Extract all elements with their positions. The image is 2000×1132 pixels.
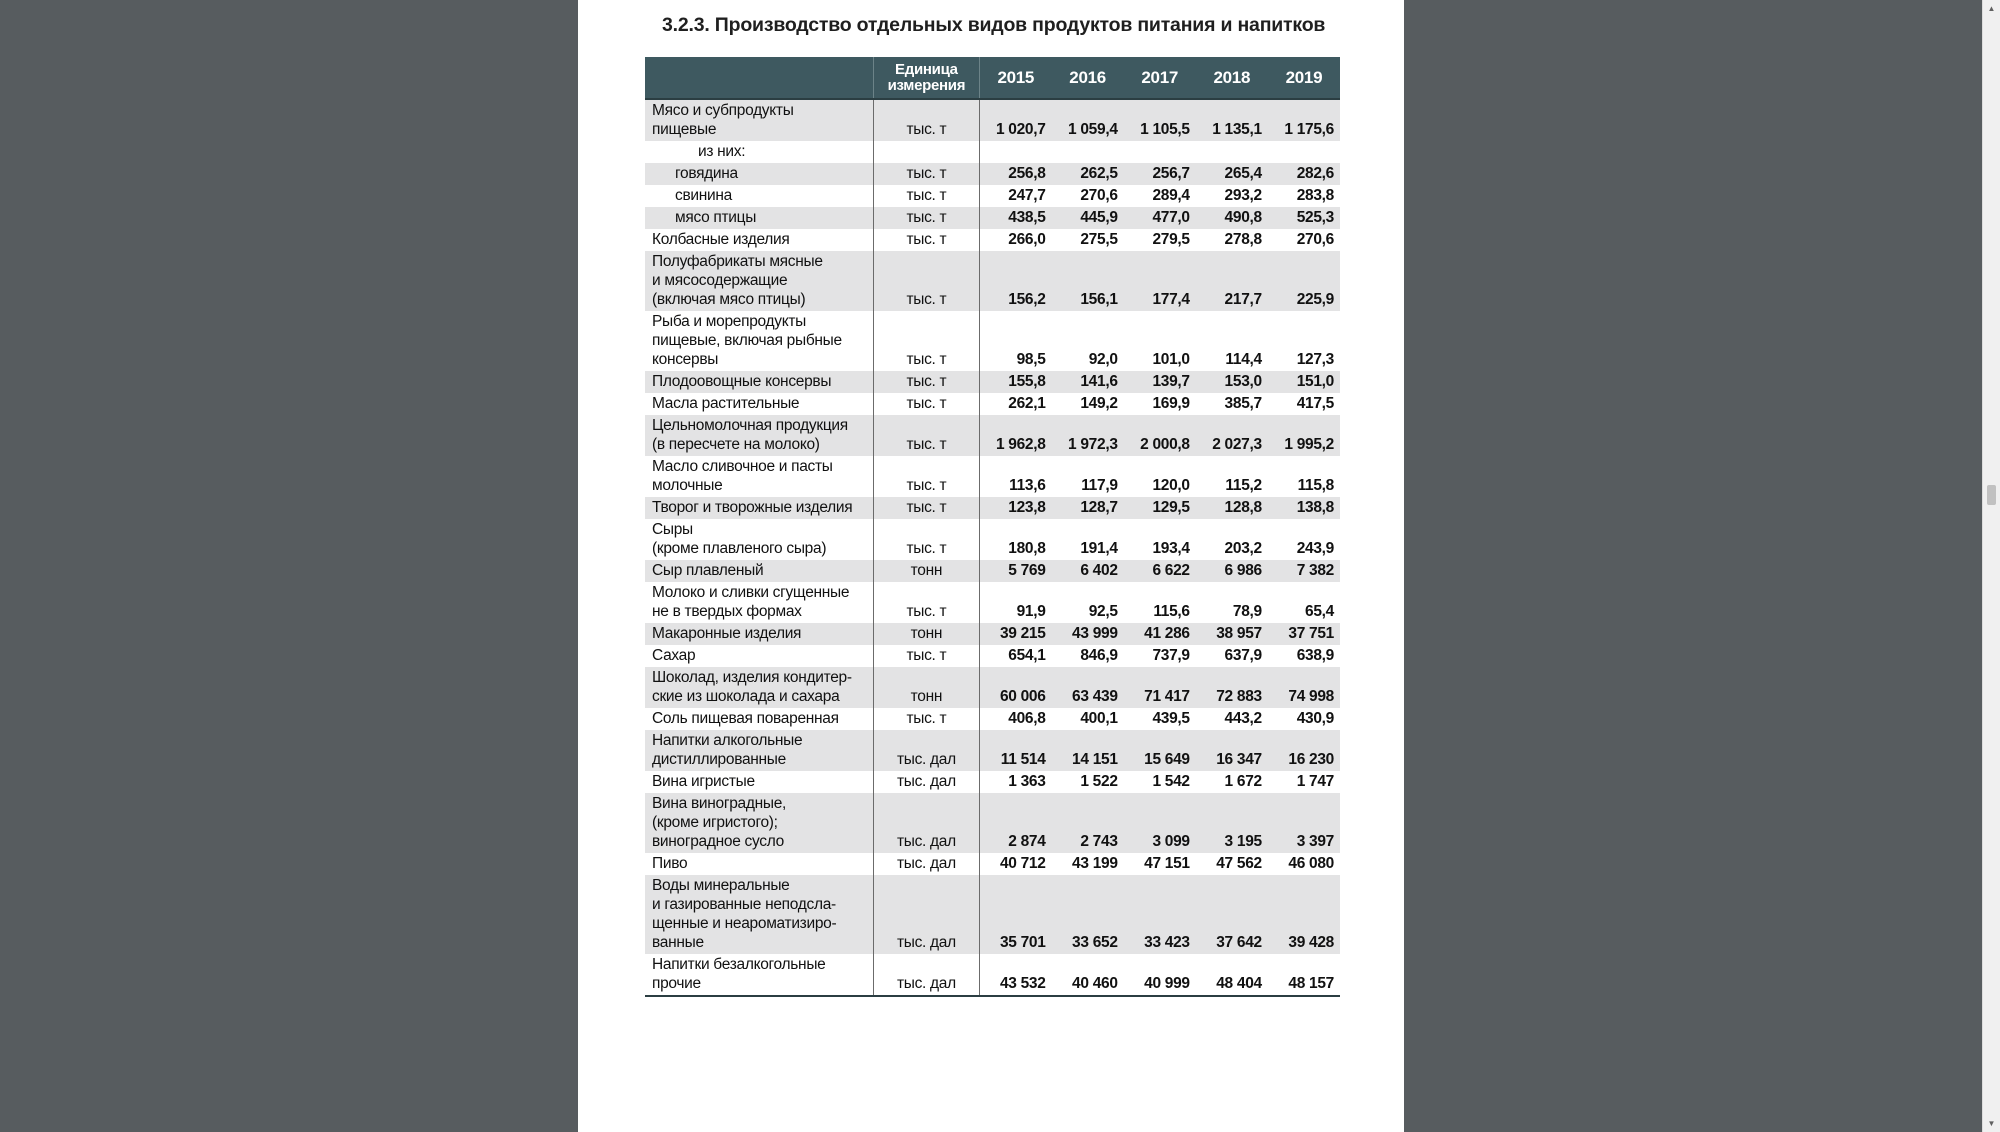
row-value <box>1052 141 1124 163</box>
row-value: 37 642 <box>1196 875 1268 954</box>
row-value: 156,1 <box>1052 251 1124 311</box>
row-name: Вина игристые <box>652 773 755 790</box>
row-value: 737,9 <box>1152 647 1190 664</box>
row-value: 477,0 <box>1124 207 1196 229</box>
row-value: 123,8 <box>979 497 1051 519</box>
table-row <box>645 771 1340 793</box>
row-value: 40 460 <box>1052 954 1124 996</box>
row-unit: тыс. т <box>873 207 979 229</box>
row-value: 156,2 <box>979 251 1051 311</box>
row-value: 114,4 <box>1225 351 1262 368</box>
scroll-up-arrow-icon[interactable]: ▲ <box>1987 4 1996 13</box>
row-value <box>1268 141 1340 163</box>
row-value: 98,5 <box>1016 351 1046 368</box>
table-row <box>645 207 1340 229</box>
row-value: 138,8 <box>1268 497 1340 519</box>
row-value: 278,8 <box>1224 231 1262 248</box>
row-name: Сыры (кроме плавленого сыра) <box>652 521 827 557</box>
row-value: 1 135,1 <box>1196 99 1268 141</box>
row-unit: тыс. т <box>873 393 979 415</box>
row-value: 385,7 <box>1224 395 1262 412</box>
row-name: Сахар <box>652 647 696 664</box>
row-value: 243,9 <box>1296 540 1334 557</box>
row-value: 2 874 <box>979 793 1051 853</box>
row-value: 7 382 <box>1268 560 1340 582</box>
table-row <box>645 185 1340 207</box>
row-value: 92,5 <box>1088 603 1118 620</box>
row-value: 293,2 <box>1224 187 1262 204</box>
row-value: 1 363 <box>1008 773 1046 790</box>
row-value: 35 701 <box>979 875 1051 954</box>
row-value: 65,4 <box>1305 603 1334 620</box>
table-row <box>645 519 1340 560</box>
row-value: 406,8 <box>1008 710 1046 727</box>
row-value: 91,9 <box>1016 603 1046 620</box>
row-name: Мясо и субпродукты пищевые <box>645 99 873 141</box>
document-page <box>578 0 1404 1132</box>
table-row <box>645 645 1340 667</box>
row-value: 1 020,7 <box>979 99 1051 141</box>
row-value: 638,9 <box>1296 647 1334 664</box>
row-value: 153,0 <box>1196 371 1268 393</box>
row-value: 654,1 <box>1008 647 1046 664</box>
row-value: 43 532 <box>979 954 1051 996</box>
row-value: 71 417 <box>1124 667 1196 708</box>
row-value: 33 652 <box>1052 875 1124 954</box>
scrollbar-thumb[interactable] <box>1987 485 1996 505</box>
row-value: 438,5 <box>979 207 1051 229</box>
row-value: 256,8 <box>979 163 1051 185</box>
row-name: Масла растительные <box>652 395 800 412</box>
row-value: 225,9 <box>1268 251 1340 311</box>
row-value: 47 562 <box>1216 855 1262 872</box>
row-value: 270,6 <box>1296 231 1334 248</box>
row-value: 6 402 <box>1052 560 1124 582</box>
row-value: 262,5 <box>1052 163 1124 185</box>
row-value: 490,8 <box>1196 207 1268 229</box>
row-unit: тыс. т <box>873 371 979 393</box>
header-unit <box>873 57 979 99</box>
row-name: Напитки безалкогольные прочие <box>645 954 873 996</box>
row-value: 191,4 <box>1080 540 1118 557</box>
table-row <box>645 954 1340 996</box>
row-unit: тыс. т <box>873 415 979 456</box>
row-name: Вина виноградные, (кроме игристого); виноградное сусло <box>645 793 873 853</box>
table-row <box>645 730 1340 771</box>
row-value: 128,8 <box>1196 497 1268 519</box>
row-value: 14 151 <box>1052 730 1124 771</box>
row-value: 637,9 <box>1224 647 1262 664</box>
row-value: 6 622 <box>1124 560 1196 582</box>
row-name: Сыр плавленый <box>645 560 873 582</box>
row-value: 262,1 <box>1008 395 1046 412</box>
row-unit: тонн <box>873 623 979 645</box>
row-value: 46 080 <box>1288 855 1334 872</box>
row-value: 177,4 <box>1124 251 1196 311</box>
row-value: 3 195 <box>1196 793 1268 853</box>
table-row <box>645 708 1340 730</box>
row-value: 2 027,3 <box>1196 415 1268 456</box>
row-value <box>979 141 1051 163</box>
scroll-down-arrow-icon[interactable]: ▼ <box>1987 1119 1996 1128</box>
row-value: 417,5 <box>1296 395 1334 412</box>
row-unit: тыс. дал <box>873 793 979 853</box>
row-unit: тыс. дал <box>873 954 979 996</box>
row-unit: тыс. т <box>873 163 979 185</box>
table-row <box>645 311 1340 371</box>
row-value: 203,2 <box>1224 540 1262 557</box>
row-value: 6 986 <box>1196 560 1268 582</box>
row-value: 16 347 <box>1196 730 1268 771</box>
row-value: 127,3 <box>1296 351 1334 368</box>
row-value: 1 059,4 <box>1052 99 1124 141</box>
row-value: 1 522 <box>1080 773 1118 790</box>
table-row <box>645 415 1340 456</box>
row-value: 41 286 <box>1124 623 1196 645</box>
row-value: 400,1 <box>1080 710 1118 727</box>
row-value: 115,2 <box>1225 477 1262 494</box>
row-unit <box>873 141 979 163</box>
row-name: Масло сливочное и пасты молочные <box>652 458 833 494</box>
row-value: 289,4 <box>1152 187 1190 204</box>
row-name: Колбасные изделия <box>652 231 790 248</box>
production-table <box>645 57 1340 997</box>
table-row <box>645 497 1340 519</box>
row-value: 275,5 <box>1080 231 1118 248</box>
row-value: 1 972,3 <box>1052 415 1124 456</box>
row-name: Пиво <box>652 855 688 872</box>
row-value: 37 751 <box>1268 623 1340 645</box>
row-value: 283,8 <box>1296 187 1334 204</box>
row-value: 5 769 <box>979 560 1051 582</box>
row-value: 1 995,2 <box>1268 415 1340 456</box>
table-row <box>645 393 1340 415</box>
row-value: 3 099 <box>1124 793 1196 853</box>
table-row <box>645 371 1340 393</box>
row-value: 128,7 <box>1052 497 1124 519</box>
row-value: 101,0 <box>1152 351 1190 368</box>
row-value: 169,9 <box>1152 395 1190 412</box>
row-value: 47 151 <box>1144 855 1190 872</box>
row-value: 72 883 <box>1196 667 1268 708</box>
row-unit: тонн <box>873 667 979 708</box>
table-row <box>645 667 1340 708</box>
row-unit: тыс. т <box>873 497 979 519</box>
row-value: 445,9 <box>1052 207 1124 229</box>
row-unit: тыс. т <box>873 708 979 730</box>
table-row <box>645 163 1340 185</box>
row-value: 39 215 <box>979 623 1051 645</box>
row-value: 1 105,5 <box>1124 99 1196 141</box>
row-value: 443,2 <box>1224 710 1262 727</box>
row-value: 78,9 <box>1232 603 1262 620</box>
row-value: 38 957 <box>1196 623 1268 645</box>
row-value: 139,7 <box>1124 371 1196 393</box>
row-value: 439,5 <box>1152 710 1190 727</box>
row-unit: тыс. т <box>873 456 979 497</box>
row-value: 48 404 <box>1196 954 1268 996</box>
table-row <box>645 99 1340 141</box>
table-row <box>645 582 1340 623</box>
row-unit: тыс. т <box>873 311 979 371</box>
row-value: 39 428 <box>1268 875 1340 954</box>
row-name: Молоко и сливки сгущенные не в твердых формах <box>652 584 850 620</box>
row-value: 1 747 <box>1296 773 1334 790</box>
row-value: 155,8 <box>979 371 1051 393</box>
row-value: 120,0 <box>1152 477 1190 494</box>
header-name <box>645 57 873 99</box>
row-unit: тыс. т <box>873 582 979 623</box>
row-value: 525,3 <box>1268 207 1340 229</box>
row-value <box>1124 141 1196 163</box>
row-value: 15 649 <box>1124 730 1196 771</box>
row-name: Воды минеральные и газированные неподсла- щенные и неароматизиро- ванные <box>645 875 873 954</box>
table-row <box>645 141 1340 163</box>
row-value: 11 514 <box>979 730 1051 771</box>
row-value: 33 423 <box>1124 875 1196 954</box>
row-name: Соль пищевая поваренная <box>652 710 839 727</box>
row-value: 217,7 <box>1196 251 1268 311</box>
row-name: Творог и творожные изделия <box>645 497 873 519</box>
row-value: 430,9 <box>1296 710 1334 727</box>
row-value: 117,9 <box>1081 477 1118 494</box>
row-value: 256,7 <box>1124 163 1196 185</box>
row-value: 265,4 <box>1196 163 1268 185</box>
row-value: 279,5 <box>1152 231 1190 248</box>
row-unit: тыс. т <box>873 519 979 560</box>
row-name: Макаронные изделия <box>645 623 873 645</box>
row-value: 2 743 <box>1052 793 1124 853</box>
table-row <box>645 251 1340 311</box>
row-unit: тыс. дал <box>873 730 979 771</box>
row-value: 48 157 <box>1268 954 1340 996</box>
row-value: 1 175,6 <box>1268 99 1340 141</box>
row-unit: тыс. т <box>873 251 979 311</box>
row-value: 40 999 <box>1124 954 1196 996</box>
table-row <box>645 456 1340 497</box>
row-name: Шоколад, изделия кондитер- ские из шоколада и сахара <box>645 667 873 708</box>
row-value: 247,7 <box>1008 187 1046 204</box>
row-unit: тыс. т <box>873 185 979 207</box>
row-value: 266,0 <box>1008 231 1046 248</box>
row-value: 43 999 <box>1052 623 1124 645</box>
row-unit: тыс. т <box>873 645 979 667</box>
row-value: 282,6 <box>1268 163 1340 185</box>
header-year: 2019 <box>1268 57 1340 99</box>
row-value: 92,0 <box>1088 351 1118 368</box>
table-row <box>645 793 1340 853</box>
header-unit-line1: Единица <box>895 60 958 78</box>
row-value: 3 397 <box>1268 793 1340 853</box>
row-value: 115,8 <box>1297 477 1334 494</box>
row-name: Рыба и морепродукты пищевые, включая рыбные консервы <box>652 313 842 368</box>
row-name: Плодоовощные консервы <box>645 371 873 393</box>
row-value: 74 998 <box>1268 667 1340 708</box>
row-value: 2 000,8 <box>1124 415 1196 456</box>
row-value: 846,9 <box>1080 647 1118 664</box>
row-value: 1 672 <box>1224 773 1262 790</box>
row-unit: тыс. т <box>873 229 979 251</box>
row-name: из них: <box>698 143 746 160</box>
row-value: 1 542 <box>1152 773 1190 790</box>
header-year: 2016 <box>1052 57 1124 99</box>
row-value: 151,0 <box>1268 371 1340 393</box>
row-unit: тыс. дал <box>873 875 979 954</box>
document-title: 3.2.3. Производство отдельных видов продуктов питания и напитков <box>662 14 1326 36</box>
row-value: 113,6 <box>1009 477 1046 494</box>
table-row <box>645 560 1340 582</box>
row-value: 43 199 <box>1072 855 1118 872</box>
row-unit: тыс. дал <box>873 853 979 875</box>
row-value: 40 712 <box>999 855 1046 872</box>
row-value: 149,2 <box>1080 395 1118 412</box>
row-value <box>1196 141 1268 163</box>
row-value: 63 439 <box>1052 667 1124 708</box>
vertical-scrollbar[interactable] <box>1982 0 2000 1132</box>
row-value: 141,6 <box>1052 371 1124 393</box>
row-value: 16 230 <box>1268 730 1340 771</box>
row-name: мясо птицы <box>645 207 873 229</box>
header-year: 2017 <box>1124 57 1196 99</box>
row-value: 193,4 <box>1152 540 1190 557</box>
row-unit: тонн <box>873 560 979 582</box>
header-unit-line2: измерения <box>887 76 966 94</box>
row-value: 180,8 <box>1008 540 1046 557</box>
row-value: 270,6 <box>1080 187 1118 204</box>
row-name: свинина <box>675 187 732 204</box>
table-header-row <box>645 57 1340 99</box>
row-unit: тыс. т <box>873 99 979 141</box>
row-name: Напитки алкогольные дистиллированные <box>645 730 873 771</box>
row-value: 115,6 <box>1153 603 1190 620</box>
header-year: 2018 <box>1196 57 1268 99</box>
row-value: 1 962,8 <box>979 415 1051 456</box>
row-value: 129,5 <box>1124 497 1196 519</box>
table-row <box>645 875 1340 954</box>
row-name: говядина <box>645 163 873 185</box>
row-value: 60 006 <box>979 667 1051 708</box>
table-row <box>645 229 1340 251</box>
row-name: Цельномолочная продукция (в пересчете на молоко) <box>645 415 873 456</box>
row-name: Полуфабрикаты мясные и мясосодержащие (включая мясо птицы) <box>645 251 873 311</box>
header-year: 2015 <box>979 57 1051 99</box>
table-row <box>645 853 1340 875</box>
row-unit: тыс. дал <box>873 771 979 793</box>
table-row <box>645 623 1340 645</box>
